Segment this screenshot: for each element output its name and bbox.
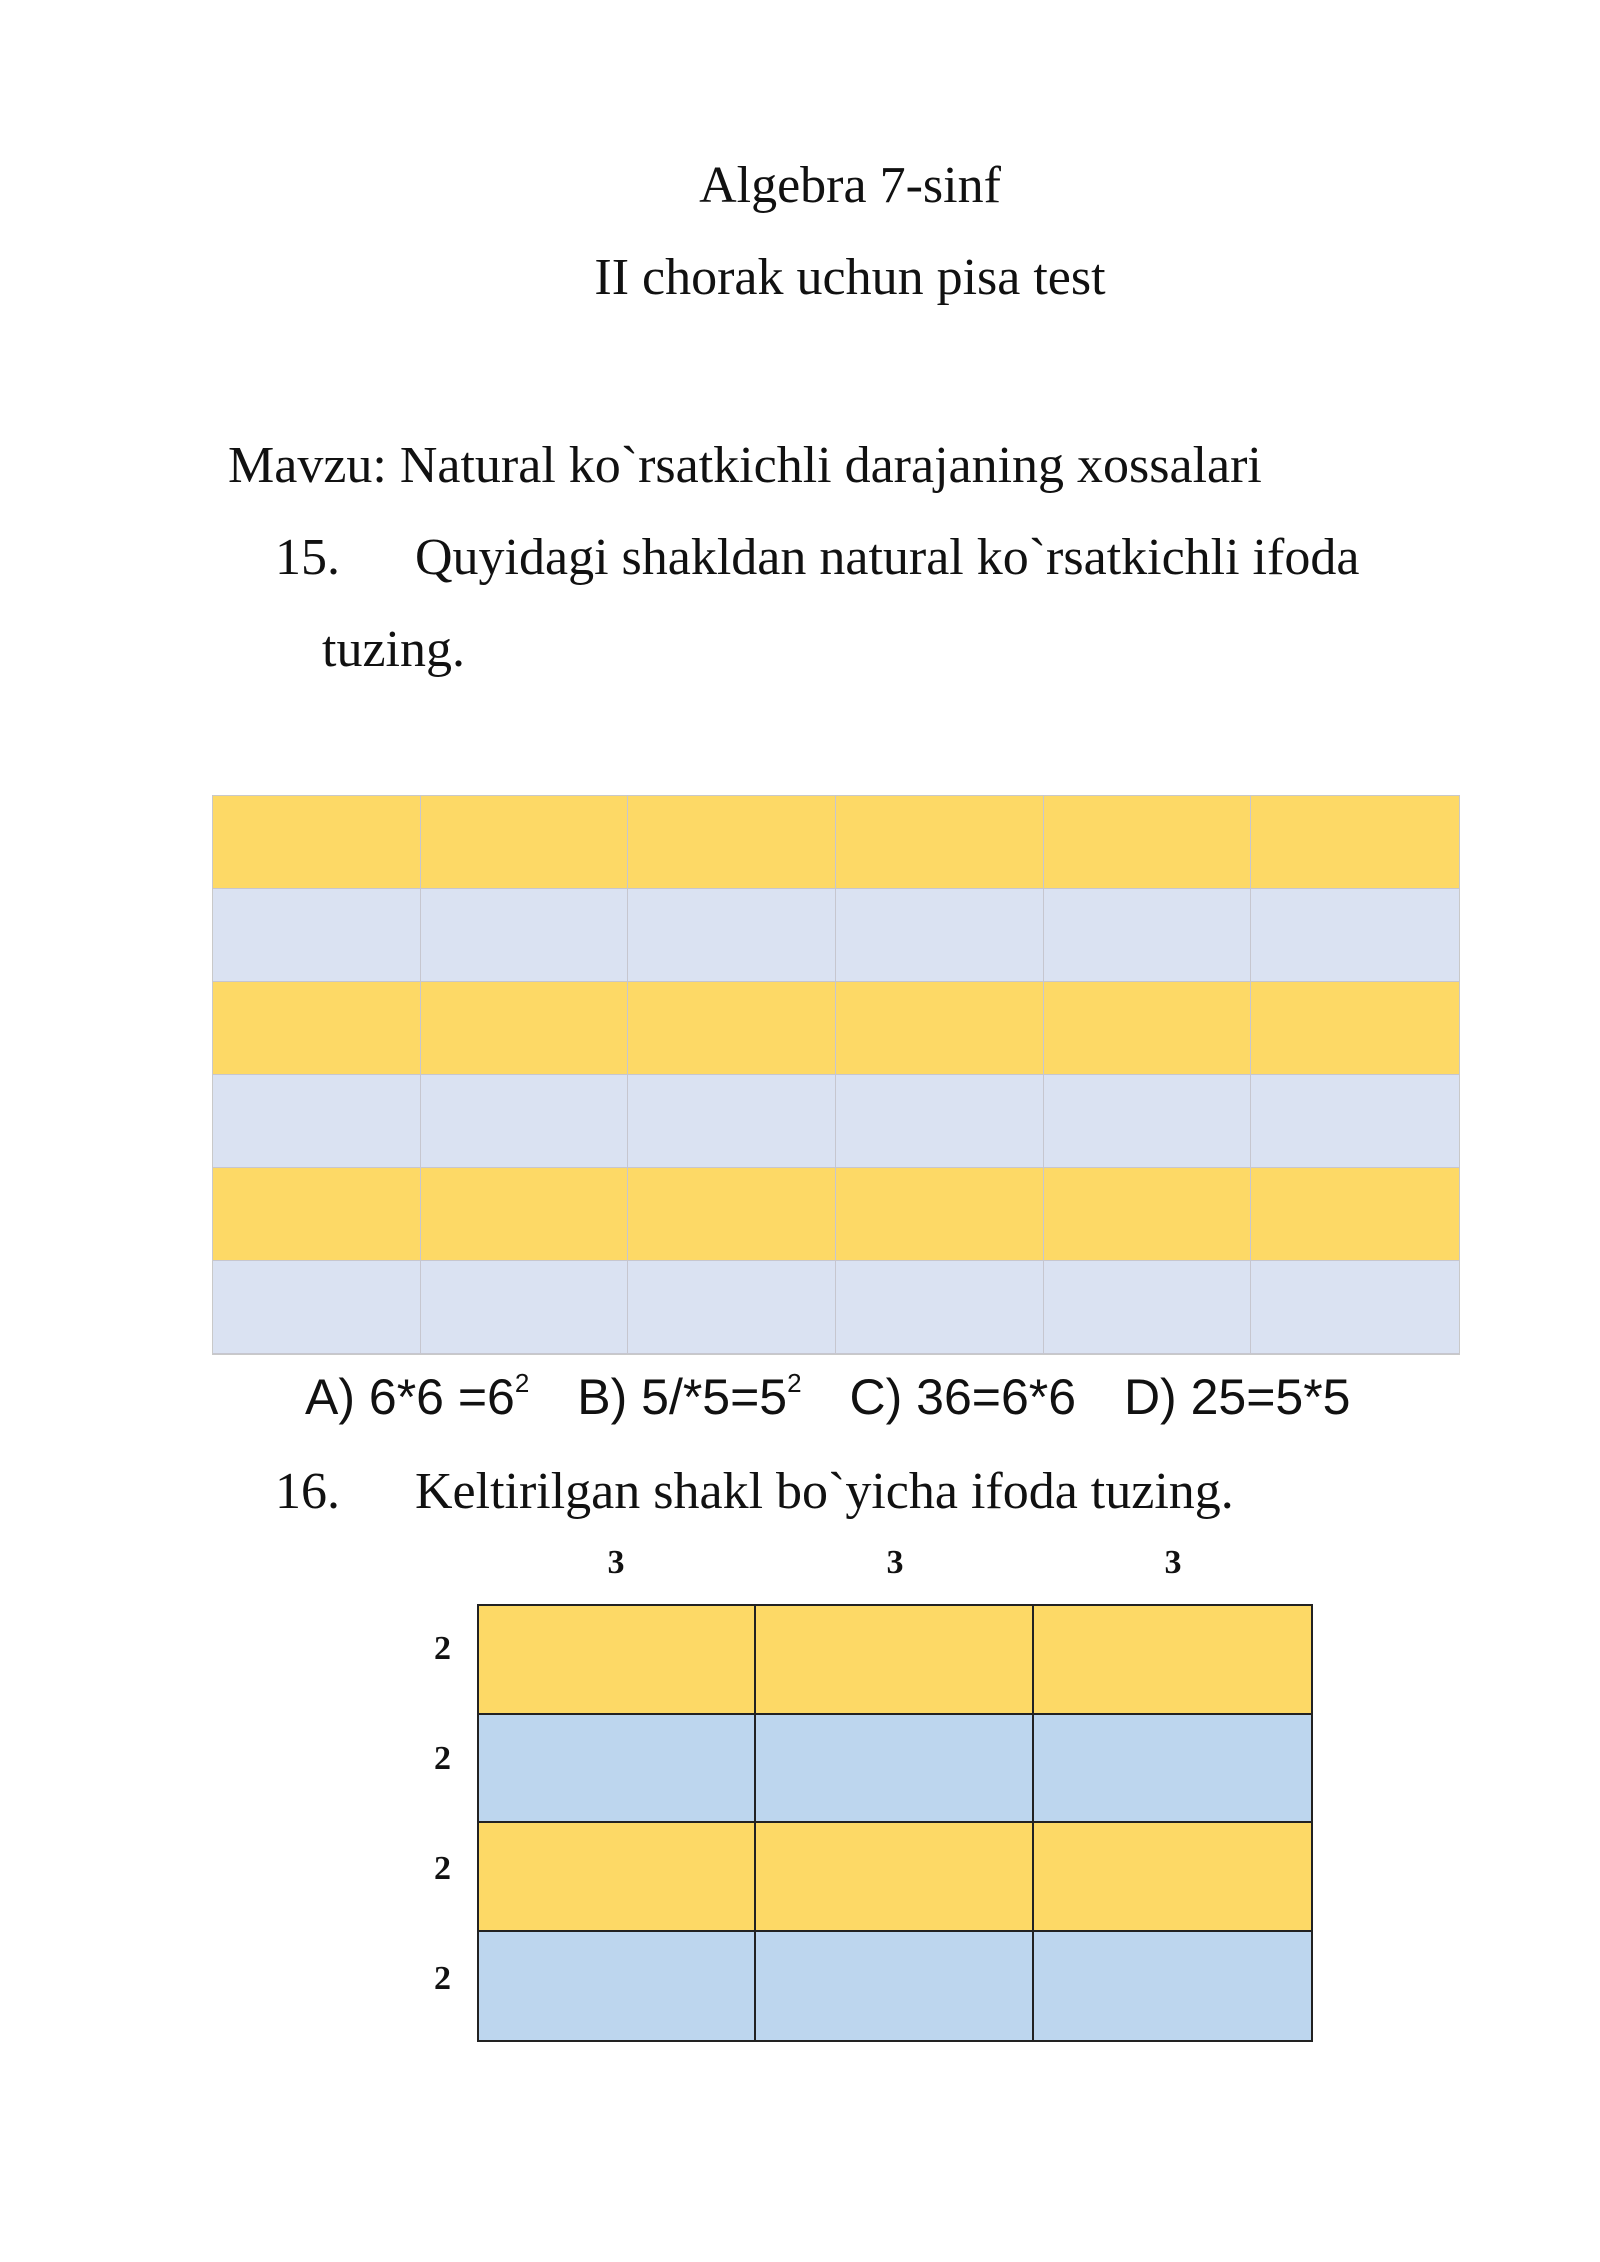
grid-cell	[213, 1168, 421, 1261]
grid-cell	[1251, 889, 1459, 982]
grid-cell	[628, 1168, 836, 1261]
grid-row-label: 2	[434, 1630, 451, 1667]
grid-cell	[479, 1932, 756, 2041]
grid-cell	[421, 796, 629, 889]
page-subtitle: II chorak uchun pisa test	[594, 249, 1106, 306]
grid-cell	[836, 1075, 1044, 1168]
grid-cell	[836, 1168, 1044, 1261]
grid-cell	[1044, 1261, 1252, 1354]
question-15-options	[305, 1368, 1385, 1426]
grid-cell	[421, 889, 629, 982]
grid-cell	[1044, 1075, 1252, 1168]
topic-line: Mavzu: Natural ko`rsatkichli darajaning xossalari	[228, 437, 1262, 494]
grid-cell	[836, 1261, 1044, 1354]
grid-cell	[628, 1261, 836, 1354]
grid-cell	[756, 1823, 1033, 1932]
grid-cell	[213, 796, 421, 889]
grid-cell	[628, 1075, 836, 1168]
grid-cell	[421, 982, 629, 1075]
grid-cell	[1251, 1075, 1459, 1168]
grid-cell	[213, 1075, 421, 1168]
grid-cell	[479, 1606, 756, 1715]
grid-cell	[1044, 796, 1252, 889]
grid-column-label: 3	[1164, 1544, 1182, 1581]
grid-row-label: 2	[434, 1960, 451, 1997]
option-d[interactable]: D) 25=5*5	[1123, 1369, 1351, 1425]
question-16-text: Keltirilgan shakl bo`yicha ifoda tuzing.	[415, 1463, 1234, 1520]
question-16-number: 16.	[275, 1463, 340, 1520]
grid-cell	[1034, 1823, 1311, 1932]
question-15-grid	[212, 795, 1460, 1355]
grid-cell	[1044, 982, 1252, 1075]
grid-cell	[421, 1075, 629, 1168]
grid-cell	[421, 1261, 629, 1354]
grid-cell	[756, 1932, 1033, 2041]
grid-cell	[1044, 1168, 1252, 1261]
question-15-number: 15.	[275, 529, 340, 586]
grid-cell	[479, 1823, 756, 1932]
grid-cell	[1034, 1606, 1311, 1715]
grid-cell	[836, 982, 1044, 1075]
grid-cell	[1044, 889, 1252, 982]
grid-row-label: 2	[434, 1740, 451, 1777]
grid-cell	[1251, 982, 1459, 1075]
grid-cell	[421, 1168, 629, 1261]
grid-cell	[213, 889, 421, 982]
grid-cell	[1034, 1715, 1311, 1824]
question-15-text: Quyidagi shakldan natural ko`rsatkichli ifoda	[415, 529, 1360, 586]
grid-cell	[1034, 1932, 1311, 2041]
grid-row-label: 2	[434, 1850, 451, 1887]
grid-cell	[756, 1715, 1033, 1824]
grid-cell	[628, 982, 836, 1075]
grid-cell	[1251, 1168, 1459, 1261]
grid-cell	[1251, 796, 1459, 889]
grid-column-label: 3	[886, 1544, 904, 1581]
grid-cell	[756, 1606, 1033, 1715]
grid-cell	[479, 1715, 756, 1824]
question-16-grid	[477, 1604, 1313, 2042]
grid-cell	[836, 889, 1044, 982]
option-b[interactable]: B) $5/*5=5^2$	[577, 1368, 802, 1425]
grid-cell	[1251, 1261, 1459, 1354]
grid-cell	[836, 796, 1044, 889]
option-a[interactable]: A) $6*6 =6^2$	[305, 1368, 530, 1425]
page-title: Algebra 7-sinf	[699, 157, 1001, 214]
grid-cell	[628, 796, 836, 889]
grid-cell	[213, 982, 421, 1075]
grid-cell	[628, 889, 836, 982]
grid-cell	[213, 1261, 421, 1354]
question-15-text-continued: tuzing.	[322, 621, 465, 678]
grid-column-label: 3	[607, 1544, 625, 1581]
option-c[interactable]: C) 36=6*6	[849, 1369, 1077, 1425]
